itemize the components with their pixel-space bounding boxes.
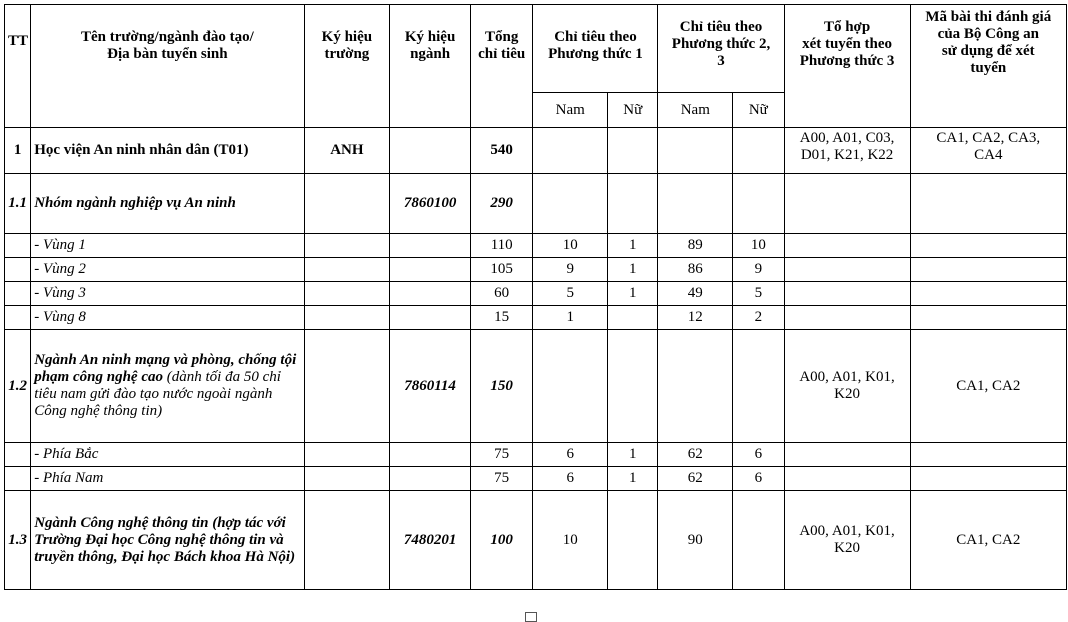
cell-tt <box>5 306 31 330</box>
cell-major-code: 7860114 <box>390 330 471 443</box>
cell-m23-female <box>733 174 784 234</box>
table-row <box>5 306 1067 330</box>
cell-total: 540 <box>470 128 533 174</box>
cell-name: - Vùng 2 <box>31 258 304 282</box>
cell-m1-male <box>533 174 608 234</box>
cell-exam <box>910 467 1066 491</box>
header-tt: TT <box>5 5 31 128</box>
cell-name <box>31 330 304 443</box>
table-row <box>5 258 1067 282</box>
cell-m1-female <box>608 491 658 590</box>
header-m23-female: Nữ <box>733 93 784 128</box>
cell-exam <box>910 234 1066 258</box>
cell-school-code: ANH <box>304 128 390 174</box>
cell-m23-male: 62 <box>658 467 733 491</box>
header-m23-male: Nam <box>658 93 733 128</box>
cell-major-code: 7480201 <box>390 491 471 590</box>
cell-m23-female: 6 <box>733 467 784 491</box>
cell-m1-male: 6 <box>533 467 608 491</box>
cell-m1-male: 9 <box>533 258 608 282</box>
header-m1-female: Nữ <box>608 93 658 128</box>
cell-exam <box>910 258 1066 282</box>
cell-exam: CA1, CA2, CA3, CA4 <box>910 128 1066 174</box>
cell-tt <box>5 258 31 282</box>
cell-major-code <box>390 258 471 282</box>
cell-tt <box>5 443 31 467</box>
cell-m23-female: 5 <box>733 282 784 306</box>
cell-total: 100 <box>470 491 533 590</box>
cell-m23-male <box>658 330 733 443</box>
cell-total: 105 <box>470 258 533 282</box>
cell-name: - Phía Nam <box>31 467 304 491</box>
cell-m23-female <box>733 128 784 174</box>
cell-m23-female: 6 <box>733 443 784 467</box>
cell-combo <box>784 258 910 282</box>
cell-tt <box>5 234 31 258</box>
cell-school-code <box>304 282 390 306</box>
cell-combo <box>784 443 910 467</box>
cell-total: 290 <box>470 174 533 234</box>
header-total: Tổng chỉ tiêu <box>470 5 533 128</box>
cell-m23-female: 9 <box>733 258 784 282</box>
cell-m1-male: 10 <box>533 491 608 590</box>
cell-major-code <box>390 234 471 258</box>
cell-school-code <box>304 467 390 491</box>
cell-combo: A00, A01, C03, D01, K21, K22 <box>784 128 910 174</box>
cell-school-code <box>304 330 390 443</box>
cell-m1-male: 5 <box>533 282 608 306</box>
page-marker <box>525 612 537 622</box>
cell-name: Học viện An ninh nhân dân (T01) <box>31 128 304 174</box>
cell-total: 110 <box>470 234 533 258</box>
cell-name: Nhóm ngành nghiệp vụ An ninh <box>31 174 304 234</box>
cell-total: 60 <box>470 282 533 306</box>
header-exam: Mã bài thi đánh giá của Bộ Công an sử dụng để xét tuyển <box>910 5 1066 128</box>
cell-total: 15 <box>470 306 533 330</box>
cell-combo <box>784 282 910 306</box>
cell-name-note: (dành tối đa 50 chỉ tiêu nam gửi đào tạo nước ngoài ngành Công nghệ thông tin) <box>34 369 281 419</box>
header-method23: Chỉ tiêu theo Phương thức 2, 3 <box>658 5 784 93</box>
cell-school-code <box>304 234 390 258</box>
cell-m1-female <box>608 128 658 174</box>
cell-exam <box>910 306 1066 330</box>
cell-school-code <box>304 174 390 234</box>
cell-m1-male: 10 <box>533 234 608 258</box>
cell-m1-female: 1 <box>608 234 658 258</box>
cell-m23-female <box>733 491 784 590</box>
header-major-code: Ký hiệu ngành <box>390 5 471 128</box>
cell-school-code <box>304 491 390 590</box>
cell-m23-female: 10 <box>733 234 784 258</box>
cell-major-code: 7860100 <box>390 174 471 234</box>
cell-m23-male: 49 <box>658 282 733 306</box>
cell-total: 150 <box>470 330 533 443</box>
header-combo: Tổ hợp xét tuyển theo Phương thức 3 <box>784 5 910 128</box>
cell-m1-male: 6 <box>533 443 608 467</box>
cell-m23-male: 62 <box>658 443 733 467</box>
cell-m23-male: 12 <box>658 306 733 330</box>
cell-exam: CA1, CA2 <box>910 491 1066 590</box>
table-row <box>5 443 1067 467</box>
cell-m1-male <box>533 128 608 174</box>
header-method1: Chỉ tiêu theo Phương thức 1 <box>533 5 658 93</box>
cell-name: - Vùng 8 <box>31 306 304 330</box>
cell-m23-male <box>658 128 733 174</box>
cell-major-code <box>390 467 471 491</box>
cell-name: - Vùng 3 <box>31 282 304 306</box>
cell-tt: 1.3 <box>5 491 31 590</box>
cell-school-code <box>304 306 390 330</box>
cell-m23-male: 90 <box>658 491 733 590</box>
cell-m23-male: 86 <box>658 258 733 282</box>
header-row <box>5 5 1067 93</box>
cell-combo <box>784 467 910 491</box>
cell-name: - Vùng 1 <box>31 234 304 258</box>
header-name: Tên trường/ngành đào tạo/ Địa bàn tuyển sinh <box>31 5 304 128</box>
cell-combo: A00, A01, K01, K20 <box>784 330 910 443</box>
cell-major-code <box>390 128 471 174</box>
cell-exam: CA1, CA2 <box>910 330 1066 443</box>
table-row <box>5 330 1067 443</box>
cell-exam <box>910 443 1066 467</box>
cell-major-code <box>390 282 471 306</box>
cell-name-title: Ngành An ninh mạng và phòng, chống tội phạm công nghệ cao <box>34 352 297 385</box>
cell-major-code <box>390 306 471 330</box>
cell-tt <box>5 282 31 306</box>
table-row <box>5 491 1067 590</box>
table-row <box>5 128 1067 174</box>
cell-m23-female <box>733 330 784 443</box>
cell-exam <box>910 174 1066 234</box>
cell-tt <box>5 467 31 491</box>
cell-exam <box>910 282 1066 306</box>
cell-combo <box>784 306 910 330</box>
cell-m1-female <box>608 174 658 234</box>
cell-m1-male: 1 <box>533 306 608 330</box>
cell-name: Ngành Công nghệ thông tin (hợp tác với Trường Đại học Công nghệ thông tin và truyền thông, Đại học Bách khoa Hà Nội) <box>31 491 304 590</box>
cell-m1-female <box>608 306 658 330</box>
cell-m1-female: 1 <box>608 443 658 467</box>
cell-m23-female: 2 <box>733 306 784 330</box>
cell-m1-female: 1 <box>608 467 658 491</box>
cell-tt: 1.2 <box>5 330 31 443</box>
cell-combo <box>784 234 910 258</box>
admission-quota-table <box>4 4 1067 590</box>
cell-school-code <box>304 443 390 467</box>
cell-tt: 1.1 <box>5 174 31 234</box>
cell-total: 75 <box>470 443 533 467</box>
header-school-code: Ký hiệu trường <box>304 5 390 128</box>
cell-m1-female: 1 <box>608 282 658 306</box>
header-m1-male: Nam <box>533 93 608 128</box>
cell-combo <box>784 174 910 234</box>
cell-m1-male <box>533 330 608 443</box>
cell-major-code <box>390 443 471 467</box>
table-row <box>5 234 1067 258</box>
table-row <box>5 282 1067 306</box>
cell-m1-female: 1 <box>608 258 658 282</box>
cell-name: - Phía Bắc <box>31 443 304 467</box>
cell-m23-male <box>658 174 733 234</box>
cell-school-code <box>304 258 390 282</box>
cell-m23-male: 89 <box>658 234 733 258</box>
table-row <box>5 174 1067 234</box>
cell-m1-female <box>608 330 658 443</box>
cell-combo: A00, A01, K01, K20 <box>784 491 910 590</box>
table-row <box>5 467 1067 491</box>
cell-tt: 1 <box>5 128 31 174</box>
cell-total: 75 <box>470 467 533 491</box>
